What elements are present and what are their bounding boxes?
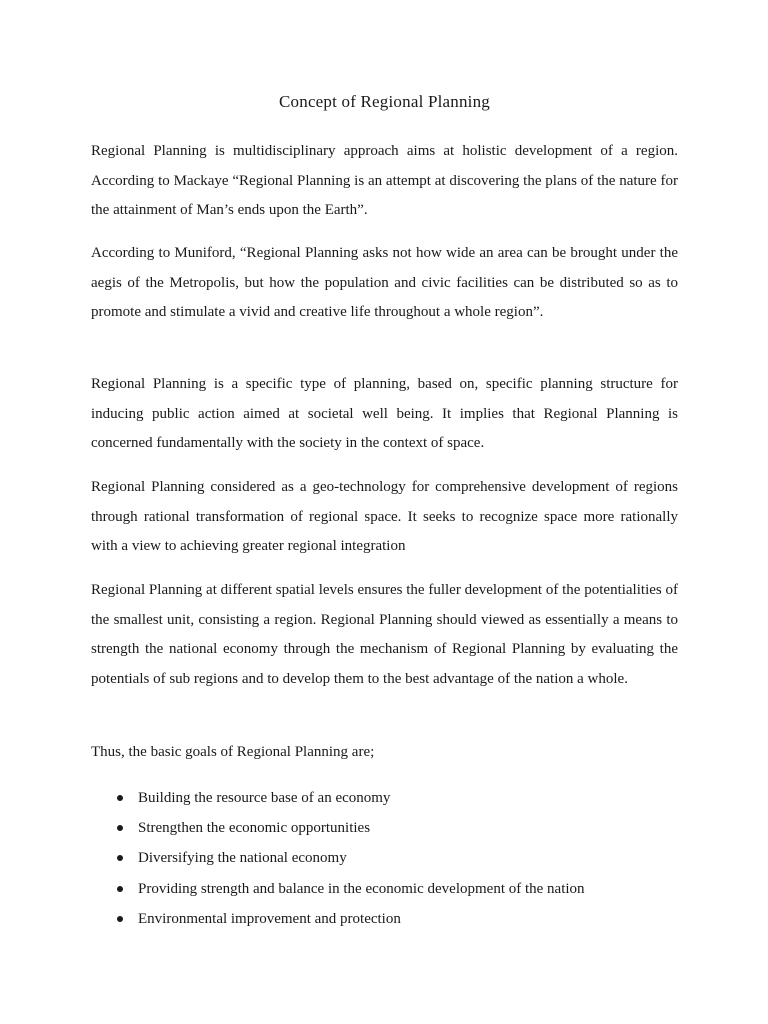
list-item — [91, 904, 678, 934]
paragraph-spatial-levels: Regional Planning at different spatial levels ensures the fuller development of the potentialities of the smallest unit, consisting a region. Regional Planning should viewed as essentially a means to strength the national economy through the mechanism of Regional Planning by evaluating the potentials of sub regions and to develop them to the best advantage of the nation a whole. — [91, 582, 678, 687]
bullet-icon — [117, 825, 123, 831]
list-item — [91, 783, 678, 813]
list-item — [91, 843, 678, 873]
list-item-text: Diversifying the national economy — [138, 850, 347, 867]
list-item — [91, 874, 678, 904]
paragraph-goals-intro: Thus, the basic goals of Regional Planning are; — [91, 744, 375, 760]
document-title: Concept of Regional Planning — [279, 92, 490, 111]
bullet-icon — [117, 916, 123, 922]
paragraph-planning-type: Regional Planning is a specific type of planning, based on, specific planning structure for inducing public action aimed at societal well being. It implies that Regional Planning is concerned fundamentally with the society in the context of space. — [91, 376, 678, 451]
paragraph-muniford-quote: According to Muniford, “Regional Planning asks not how wide an area can be brought under the aegis of the Metropolis, but how the population and civic facilities can be distributed so as to promote and stimulate a vivid and creative life throughout a whole region”. — [91, 245, 678, 320]
paragraph-geo-technology: Regional Planning considered as a geo-technology for comprehensive development of regions through rational transformation of regional space. It seeks to recognize space more rationally with a view to achieving greater regional integration — [91, 479, 678, 554]
list-item-text: Strengthen the economic opportunities — [138, 820, 371, 837]
list-item-text: Providing strength and balance in the economic development of the nation — [138, 880, 585, 897]
bullet-icon — [117, 855, 123, 861]
paragraph-definition: Regional Planning is multidisciplinary approach aims at holistic development of a region. According to Mackaye “Regional Planning is an attempt at discovering the plans of the nature for the attainment of Man’s ends upon the Earth”. — [91, 143, 678, 218]
goals-list — [91, 783, 678, 934]
bullet-icon — [117, 795, 123, 801]
list-item — [91, 813, 678, 843]
list-item-text: Building the resource base of an economy — [138, 790, 391, 806]
list-item-text: Environmental improvement and protection — [138, 910, 401, 927]
bullet-icon — [117, 886, 123, 892]
